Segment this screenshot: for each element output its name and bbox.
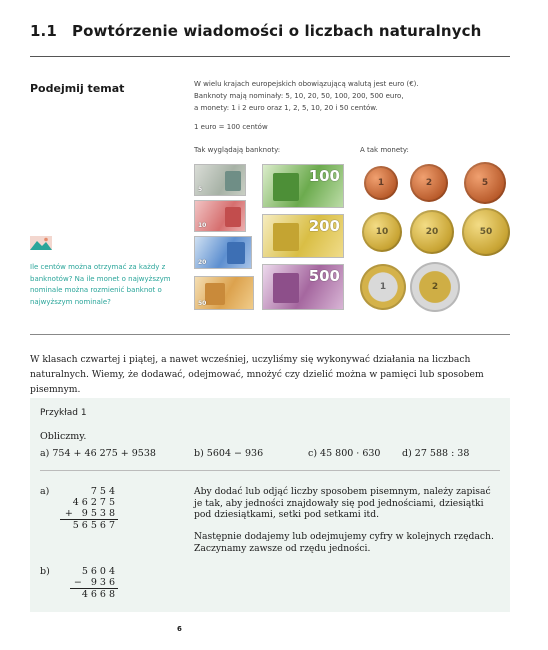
banknote-500 [262,264,344,310]
banknote-50-value: 50 [198,300,207,307]
written-addition [60,486,118,531]
coin-20-cent: 20 [410,210,454,254]
banknote-5-value: 5 [198,186,203,193]
sum-row: 56567 [60,519,118,531]
main-paragraph: W klasach czwartej i piątej, a nawet wcześniej, uczyliśmy się wykonywać działania na liczbach naturalnych. Wiemy, że dodawać, odejmować, mnożyć czy dzielić można w pamięci lub sposobem pisemnym. [30,354,484,395]
banknotes-caption: Tak wyglądają banknoty: [194,146,281,154]
coin-1-euro: 1 [360,264,406,310]
chapter-name: Powtórzenie wiadomości o liczbach naturalnych [72,22,482,40]
difference-row: 4668 [70,588,118,600]
banknote-200 [262,214,344,258]
banknote-500-value: 500 [308,267,340,285]
intro-line: a monety: 1 i 2 euro oraz 1, 2, 5, 10, 20 i 50 centów. [194,104,378,112]
coins-caption: A tak monety: [360,146,409,154]
explanation-2: Następnie dodajemy lub odejmujemy cyfry w kolejnych rzędach. Zaczynamy zawsze od rzędu jedności. [194,531,494,554]
coin-50-cent: 50 [462,208,510,256]
minuend-row: 5604 [81,566,118,577]
page-number: 6 [177,625,182,633]
coin-1-cent: 1 [364,166,398,200]
banknote-100 [262,164,344,208]
topic-question: Ile centów można otrzymać za każdy z banknotów? Na ile monet o najwyższym nominale można rozmienić banknot o najwyższym nominale? [30,263,171,306]
example-instruction: Obliczmy. [40,431,87,442]
solution-b-letter: b) [40,566,50,577]
topic-heading: Podejmij temat [30,82,125,95]
banknote-20-value: 20 [198,259,207,266]
example-label: Przykład 1 [40,408,87,418]
subtrahend-row: − 936 [73,577,118,588]
banknote-20 [194,236,252,269]
coin-2-cent: 2 [410,164,448,202]
banknote-50 [194,276,254,310]
addend-row: + 9538 [64,508,118,519]
banknote-10-value: 10 [198,222,207,229]
intro-text [194,78,494,133]
solution-a-letter: a) [40,486,50,497]
mountain-icon [30,236,52,250]
task-d: d) 27 588 : 38 [402,448,470,459]
banknote-100-value: 100 [308,167,340,185]
coin-2-euro: 2 [410,262,460,312]
task-c: c) 45 800 · 630 [308,448,381,459]
coin-10-cent: 10 [362,212,402,252]
chapter-title [30,22,481,40]
banknote-200-value: 200 [308,217,340,235]
intro-line: Banknoty mają nominały: 5, 10, 20, 50, 100, 200, 500 euro, [194,92,404,100]
addend-row: 754 [90,486,118,497]
addend-row: 46275 [72,497,118,508]
written-subtraction [70,566,118,600]
task-b: b) 5604 − 936 [194,448,264,459]
example-box [30,398,510,612]
task-a: a) 754 + 46 275 + 9538 [40,448,156,459]
example-divider [40,470,500,471]
banknote-5 [194,164,246,196]
chapter-number: 1.1 [30,22,57,40]
explanation-1: Aby dodać lub odjąć liczby sposobem pisemnym, należy zapisać je tak, aby jedności znajdowały się pod jednościami, dziesiątki pod dziesiątkami, setki pod setkami itd. [194,486,491,520]
banknote-10 [194,200,246,232]
exchange-rate: 1 euro = 100 centów [194,123,268,131]
intro-line: W wielu krajach europejskich obowiązującą walutą jest euro (€). [194,80,419,88]
coin-5-cent: 5 [464,162,506,204]
section-divider [30,334,510,335]
header-divider [30,56,510,57]
